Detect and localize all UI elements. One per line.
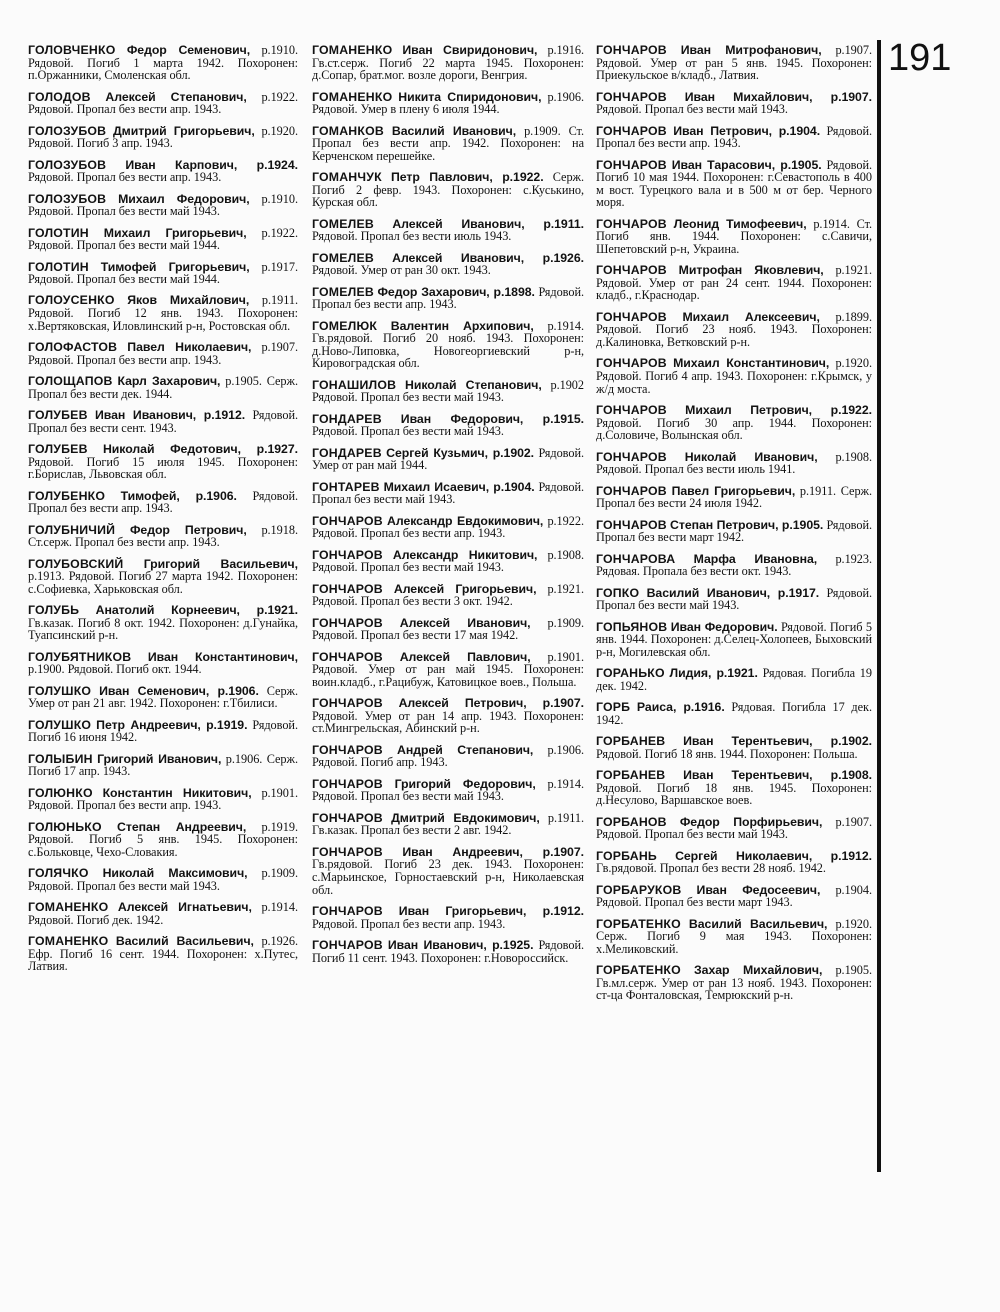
record-details: р.1900. Рядовой. Погиб окт. 1944. <box>28 662 202 677</box>
record-entry <box>28 193 298 218</box>
record-surname: ГОРБАТЕНКО <box>596 916 681 931</box>
record-surname: ГОЛОЩАПОВ <box>28 374 113 389</box>
record-given-name: Митрофан Яковлевич, <box>678 263 824 278</box>
record-surname: ГОПКО <box>596 585 640 600</box>
record-given-name: Александр Никитович, <box>392 547 538 562</box>
record-surname: ГОЛОДОВ <box>28 89 91 104</box>
record-details: р.1906. Серж. Погиб 17 апр. 1943. <box>28 751 298 779</box>
record-details: р.1917. Рядовой. Пропал без вести май 1944. <box>28 259 298 287</box>
record-given-name: Михаил Федорович, <box>118 191 250 206</box>
record-given-name: Михаил Петрович, р.1922. <box>685 403 872 418</box>
record-given-name: Никита Спиридонович, <box>398 89 542 104</box>
record-given-name: Константин Никитович, <box>102 785 252 800</box>
record-entry <box>312 939 584 964</box>
record-entry <box>312 91 584 116</box>
record-entry <box>596 621 872 659</box>
record-details: Рядовой. Пропал без вести апр. 1943. <box>28 488 298 516</box>
record-surname: ГОЛОФАСТОВ <box>28 340 118 355</box>
record-details: р.1923. Рядовая. Пропала без вести окт. 1943. <box>596 551 872 579</box>
record-surname: ГОЛУБЕВ <box>28 408 88 423</box>
record-given-name: Михаил Константинович, <box>673 356 830 371</box>
record-surname: ГОЛУБНИЧИЙ <box>28 522 116 537</box>
record-surname: ГОНЧАРОВ <box>596 89 667 104</box>
record-surname: ГОНЧАРОВ <box>312 696 383 711</box>
record-surname: ГОНДАРЕВ <box>312 411 382 426</box>
record-given-name: Петр Андреевич, р.1919. <box>96 717 248 732</box>
record-given-name: Федор Порфирьевич, <box>679 814 823 829</box>
record-entry <box>596 850 872 875</box>
record-details: Гв.рядовой. Погиб 23 дек. 1943. Похоронен: с.Марьинское, Горностаевский р-н, Николаевская обл. <box>312 857 584 897</box>
record-details: р.1909. Рядовой. Пропал без вести 17 мая 1942. <box>312 615 585 643</box>
record-details: р.1907. Рядовой. Умер от ран 5 янв. 1945. Похоронен: Приекульское в/кладб., Латвия. <box>596 43 872 83</box>
record-surname: ГОНЧАРОВ <box>312 581 383 596</box>
record-details: р.1926. Ефр. Погиб 16 сент. 1944. Похоронен: х.Путес, Латвия. <box>28 934 298 974</box>
record-given-name: Иван Терентьевич, р.1902. <box>683 734 872 749</box>
record-details: Рядовой. Пропал без вести май 1943. <box>596 102 788 117</box>
record-details: Рядовой. Погиб 15 июля 1945. Похоронен: г.Борислав, Львовская обл. <box>28 454 298 482</box>
record-entry <box>596 964 872 1002</box>
record-details: Рядовой. Погиб 10 мая 1944. Похоронен: г.Севастополь в 400 м вост. Турецкого вала и в 500 м от бер. Черного моря. <box>596 157 872 210</box>
record-surname: ГОЛОВЧЕНКО <box>28 43 116 57</box>
margin-rule <box>877 40 881 1172</box>
record-details: Рядовой. Пропал без вести июль 1943. <box>312 229 512 244</box>
record-surname: ГОЛОТИН <box>28 225 89 240</box>
record-given-name: Марфа Ивановна, <box>693 551 818 566</box>
record-entry <box>28 524 298 549</box>
record-details: р.1901. Рядовой. Пропал без вести апр. 1943. <box>28 785 298 813</box>
record-surname: ГОРБАНЕВ <box>596 768 666 783</box>
record-surname: ГОНДАРЕВ <box>312 445 382 460</box>
record-details: р.1921. Рядовой. Умер от ран 24 сент. 1944. Похоронен: кладб., г.Краснодар. <box>596 263 872 303</box>
record-surname: ГОНЧАРОВ <box>596 43 667 57</box>
record-surname: ГОЛЯЧКО <box>28 866 89 881</box>
record-given-name: Андрей Степанович, <box>397 742 534 757</box>
record-surname: ГОРБ <box>596 700 631 715</box>
record-entry <box>312 252 584 277</box>
record-entry <box>596 735 872 760</box>
record-surname: ГОНЧАРОВ <box>312 810 383 825</box>
record-entry <box>312 583 584 608</box>
record-details: Рядовой. Погиб 30 апр. 1944. Похоронен: д.Соловиче, Волынская обл. <box>596 415 872 443</box>
record-entry <box>28 44 298 82</box>
record-surname: ГОНЧАРОВА <box>596 551 676 566</box>
record-details: Рядовой. Пропал без вести май 1943. <box>596 585 872 613</box>
record-surname: ГОНЧАРОВ <box>596 403 667 418</box>
record-given-name: Алексей Игнатьевич, <box>117 900 252 915</box>
record-given-name: Петр Павлович, р.1922. <box>390 170 544 185</box>
record-surname: ГОНЧАРОВ <box>312 615 383 630</box>
record-entry <box>312 812 584 837</box>
record-surname: ГОНЧАРОВ <box>312 776 383 791</box>
record-entry <box>312 286 584 311</box>
record-surname: ГОЛОУСЕНКО <box>28 293 115 308</box>
record-given-name: Иван Семенович, р.1906. <box>99 683 259 698</box>
record-given-name: Леонид Тимофеевич, <box>673 216 807 231</box>
column-2 <box>312 44 584 973</box>
record-entry <box>28 651 298 676</box>
record-surname: ГОЛУШКО <box>28 717 92 732</box>
record-details: р.1906. Рядовой. Умер в плену 6 июля 1944. <box>312 89 584 117</box>
record-details: р.1908. Рядовой. Пропал без вести май 1943. <box>312 547 584 575</box>
record-details: р.1904. Рядовой. Пропал без вести март 1943. <box>596 882 872 910</box>
record-details: р.1921. Рядовой. Пропал без вести 3 окт. 1942. <box>312 581 584 609</box>
record-given-name: Иван Иванович, р.1912. <box>94 408 246 423</box>
record-entry <box>28 558 298 596</box>
record-given-name: Иван Федосеевич, <box>696 882 821 897</box>
record-details: р.1913. Рядовой. Погиб 27 марта 1942. Похоронен: с.Софиевка, Харьковская обл. <box>28 569 298 596</box>
record-details: Рядовой. Пропал без вести март 1942. <box>596 517 872 545</box>
record-details: Гв.казак. Погиб 8 окт. 1942. Похоронен: д.Гунайка, Туапсинский р-н. <box>28 615 298 643</box>
record-given-name: Иван Тарасович, р.1905. <box>671 157 822 172</box>
record-given-name: Иван Григорьевич, р.1912. <box>398 904 584 918</box>
record-given-name: Лидия, р.1921. <box>669 666 758 681</box>
record-surname: ГОНЧАРОВ <box>596 356 667 371</box>
record-given-name: Иван Иванович, р.1925. <box>387 937 534 952</box>
record-entry <box>312 617 584 642</box>
record-details: Рядовая. Погибла 19 дек. 1942. <box>596 666 873 693</box>
record-details: р.1922. Рядовой. Пропал без вести май 1944. <box>28 225 298 253</box>
record-given-name: Степан Петрович, р.1905. <box>670 517 824 532</box>
record-given-name: Василий Иванович, р.1917. <box>646 585 820 600</box>
record-entry <box>596 884 872 909</box>
record-given-name: Иван Андреевич, р.1907. <box>402 844 584 859</box>
record-entry <box>596 553 872 578</box>
record-entry <box>28 719 298 744</box>
record-given-name: Дмитрий Григорьевич, <box>112 123 255 138</box>
record-surname: ГОЛУБЕВ <box>28 442 88 457</box>
record-entry <box>596 404 872 442</box>
record-entry <box>596 769 872 807</box>
record-entry <box>596 125 872 150</box>
record-entry <box>28 409 298 434</box>
record-entry <box>596 667 872 692</box>
record-details: Серж. Погиб 2 февр. 1943. Похоронен: с.Куськино, Курская обл. <box>312 170 585 210</box>
record-given-name: Иван Федорович, р.1915. <box>400 411 584 426</box>
record-surname: ГОМАНЕНКО <box>312 89 393 104</box>
record-details: Рядовой. Пропал без вести апр. 1943. <box>28 170 222 185</box>
record-surname: ГОНЧАРОВ <box>312 547 383 562</box>
record-surname: ГОРАНЬКО <box>596 666 665 681</box>
record-surname: ГОЛОЗУБОВ <box>28 123 107 138</box>
record-details: Рядовой. Погиб 16 июня 1942. <box>28 717 298 745</box>
record-given-name: Захар Михайлович, <box>694 963 823 978</box>
record-details: р.1907. Рядовой. Пропал без вести апр. 1943. <box>28 340 298 367</box>
record-entry <box>28 935 298 973</box>
record-surname: ГОНЧАРОВ <box>596 517 667 532</box>
record-entry <box>28 125 298 150</box>
record-details: р.1911. Гв.казак. Пропал без вести 2 авг. 1942. <box>312 810 584 838</box>
record-entry <box>596 519 872 544</box>
record-entry <box>312 846 584 896</box>
record-details: Рядовой. Умер от ран май 1944. <box>312 445 584 473</box>
record-surname: ГОНЧАРОВ <box>596 216 667 231</box>
record-entry <box>28 604 298 642</box>
record-details: р.1914. Рядовой. Пропал без вести май 1943. <box>312 776 584 804</box>
record-details: р.1911. Рядовой. Погиб 12 янв. 1943. Похоронен: х.Вертяковская, Иловлинский р-н, Ростовская обл. <box>28 293 298 333</box>
record-details: р.1905. Серж. Пропал без вести дек. 1944. <box>28 374 298 401</box>
record-entry <box>28 753 298 778</box>
record-entry <box>596 91 872 116</box>
record-given-name: Алексей Григорьевич, <box>393 581 537 596</box>
record-surname: ГОМЕЛЕВ <box>312 250 374 265</box>
column-3 <box>596 44 872 1011</box>
record-entry <box>312 549 584 574</box>
record-entry <box>596 311 872 349</box>
record-details: р.1909. Рядовой. Пропал без вести май 1943. <box>28 866 298 893</box>
record-details: р.1901. Рядовой. Умер от ран май 1945. Похоронен: воин.кладб., г.Рацибуж, Катовицкое воев., Польша. <box>312 649 584 689</box>
record-surname: ГОЛУБОВСКИЙ <box>28 556 124 571</box>
record-given-name: Иван Федорович. <box>670 619 778 634</box>
record-given-name: Валентин Архипович, <box>390 318 534 333</box>
record-entry <box>312 447 584 472</box>
record-given-name: Иван Митрофанович, <box>680 43 822 57</box>
record-entry <box>28 443 298 481</box>
record-entry <box>596 816 872 841</box>
record-entry <box>312 218 584 243</box>
record-surname: ГОНЧАРОВ <box>596 157 667 172</box>
record-surname: ГОЛЫБИН <box>28 751 93 766</box>
record-given-name: Николай Федотович, р.1927. <box>102 442 298 457</box>
record-entry <box>28 159 298 184</box>
record-entry <box>28 787 298 812</box>
record-entry <box>596 587 872 612</box>
record-given-name: Алексей Иванович, р.1911. <box>392 216 584 231</box>
record-surname: ГОМЕЛЮК <box>312 318 378 333</box>
record-given-name: Алексей Степанович, <box>105 89 247 104</box>
record-details: р.1914. Ст. Погиб янв. 1944. Похоронен: с.Савичи, Шепетовский р-н, Украина. <box>596 216 873 256</box>
record-entry <box>28 375 298 400</box>
record-surname: ГОНАШИЛОВ <box>312 377 397 392</box>
record-details: р.1918. Ст.серж. Пропал без вести апр. 1943. <box>28 522 298 550</box>
record-surname: ГОМЕЛЕВ <box>312 284 374 299</box>
record-given-name: Михаил Исаевич, р.1904. <box>383 479 535 494</box>
record-details: Рядовой. Погиб 18 янв. 1944. Похоронен: Польша. <box>596 746 858 761</box>
record-details: Рядовой. Погиб 5 янв. 1944. Похоронен: д.Селец-Холопеев, Быховский р-н, Могилевская обл. <box>596 619 872 659</box>
record-surname: ГОМЕЛЕВ <box>312 216 374 231</box>
record-surname: ГОНЧАРОВ <box>596 263 667 278</box>
record-surname: ГОНЧАРОВ <box>312 937 383 952</box>
record-details: Рядовой. Пропал без вести апр. 1943. <box>596 123 872 151</box>
record-given-name: Тимофей Григорьевич, <box>100 259 250 274</box>
record-entry <box>596 44 872 82</box>
record-surname: ГОРБАНЕВ <box>596 734 666 749</box>
record-given-name: Михаил Григорьевич, <box>103 225 247 240</box>
record-surname: ГОНЧАРОВ <box>312 649 383 664</box>
record-entry <box>28 867 298 892</box>
record-given-name: Иван Петрович, р.1904. <box>673 123 821 138</box>
record-given-name: Анатолий Корнеевич, р.1921. <box>95 603 298 618</box>
record-entry <box>28 341 298 366</box>
record-entry <box>312 744 584 769</box>
record-surname: ГОНЧАРОВ <box>596 483 667 498</box>
record-given-name: Николай Иванович, <box>684 449 818 464</box>
record-details: р.1905. Гв.мл.серж. Умер от ран 13 нояб. 1943. Похоронен: ст-ца Фонталовская, Темрюкский р-н. <box>596 963 872 1003</box>
record-surname: ГОНТАРЕВ <box>312 479 380 494</box>
column-1 <box>28 44 298 982</box>
record-entry <box>312 379 584 404</box>
record-entry <box>596 218 872 256</box>
record-given-name: Сергей Кузьмич, р.1902. <box>386 445 535 460</box>
record-details: Рядовой. Пропал без вести сент. 1943. <box>28 408 298 435</box>
record-details: р.1919. Рядовой. Погиб 5 янв. 1945. Похоронен: с.Больковце, Чехо-Словакия. <box>28 819 298 859</box>
record-details: Гв.рядовой. Пропал без вести 28 нояб. 1942. <box>596 861 826 876</box>
record-entry <box>312 905 584 930</box>
record-given-name: Иван Константинович, <box>147 649 299 664</box>
record-given-name: Яков Михайлович, <box>127 293 250 308</box>
record-given-name: Николай Максимович, <box>102 866 248 881</box>
record-surname: ГОЛУШКО <box>28 683 92 698</box>
record-entry <box>596 264 872 302</box>
record-given-name: Алексей Иванович, <box>399 615 531 630</box>
record-given-name: Алексей Иванович, р.1926. <box>392 250 584 265</box>
record-given-name: Сергей Николаевич, р.1912. <box>675 848 872 863</box>
record-surname: ГОЛУБЬ <box>28 603 80 618</box>
record-details: Рядовая. Погибла 17 дек. 1942. <box>596 700 872 727</box>
record-given-name: Павел Григорьевич, <box>671 483 796 498</box>
record-entry <box>596 357 872 395</box>
record-entry <box>28 261 298 286</box>
record-surname: ГОЛОЗУБОВ <box>28 157 107 172</box>
record-entry <box>28 227 298 252</box>
record-surname: ГОНЧАРОВ <box>312 904 383 918</box>
record-surname: ГОЛОЗУБОВ <box>28 191 107 206</box>
record-entry <box>28 685 298 710</box>
record-details: Рядовой. Пропал без вести май 1943. <box>312 479 584 507</box>
record-entry <box>312 651 584 689</box>
record-entry <box>596 701 872 726</box>
record-surname: ГОРБАНЬ <box>596 848 657 863</box>
record-details: р.1920. Рядовой. Погиб 4 апр. 1943. Похоронен: г.Крымск, у ж/д моста. <box>596 356 872 396</box>
record-details: р.1911. Серж. Пропал без вести 24 июля 1942. <box>596 483 873 511</box>
record-given-name: Григорий Иванович, <box>97 751 222 766</box>
record-given-name: Григорий Васильевич, <box>143 556 298 571</box>
record-entry <box>312 481 584 506</box>
record-surname: ГОРБАТЕНКО <box>596 963 681 978</box>
record-given-name: Василий Васильевич, <box>688 916 828 931</box>
record-details: р.1920. Серж. Погиб 9 мая 1943. Похоронен: х.Меликовский. <box>596 916 872 956</box>
record-given-name: Федор Петрович, <box>129 522 247 537</box>
record-entry <box>312 515 584 540</box>
record-details: Рядовой. Пропал без вести апр. 1943. <box>312 916 506 931</box>
record-entry <box>28 901 298 926</box>
record-surname: ГОНЧАРОВ <box>596 449 667 464</box>
record-details: Рядовой. Умер от ран 14 апр. 1943. Похоронен: ст.Мингрельская, Абинский р-н. <box>312 708 584 736</box>
record-surname: ГОМАНКОВ <box>312 123 384 138</box>
record-entry <box>312 125 584 163</box>
record-details: р.1914. Гв.рядовой. Погиб 20 нояб. 1943. Похоронен: д.Ново-Липовка, Новогеоргиевский р-н, Кировоградская обл. <box>312 318 584 371</box>
record-surname: ГОНЧАРОВ <box>312 844 383 859</box>
record-given-name: Иван Свиридонович, <box>402 43 538 57</box>
record-details: Рядовой. Пропал без вести май 1943. <box>312 424 504 439</box>
record-entry <box>596 485 872 510</box>
record-given-name: Раиса, р.1916. <box>636 700 725 715</box>
record-details: Рядовой. Умер от ран 30 окт. 1943. <box>312 263 491 278</box>
record-given-name: Василий Иванович, <box>391 123 517 138</box>
record-entry <box>28 294 298 332</box>
record-details: р.1910. Рядовой. Пропал без вести май 1943. <box>28 191 298 219</box>
record-entry <box>312 413 584 438</box>
record-given-name: Тимофей, р.1906. <box>120 488 237 503</box>
record-entry <box>28 91 298 116</box>
record-entry <box>596 918 872 956</box>
record-entry <box>312 778 584 803</box>
record-entry <box>28 490 298 515</box>
record-given-name: Иван Михайлович, р.1907. <box>684 89 872 104</box>
record-entry <box>28 821 298 859</box>
record-surname: ГОЛОТИН <box>28 259 89 274</box>
record-entry <box>312 320 584 370</box>
record-surname: ГОНЧАРОВ <box>596 123 667 138</box>
record-details: р.1902 Рядовой. Пропал без вести май 1943. <box>312 377 584 405</box>
record-surname: ГОЛЮНЬКО <box>28 819 102 834</box>
record-surname: ГОМАНЕНКО <box>28 934 109 949</box>
record-details: Рядовой. Погиб 18 янв. 1945. Похоронен: д.Несулово, Варшавское воев. <box>596 780 872 808</box>
record-surname: ГОПЬЯНОВ <box>596 619 668 634</box>
record-surname: ГОЛУБЕНКО <box>28 488 106 503</box>
record-surname: ГОЛУБЯТНИКОВ <box>28 649 132 664</box>
record-surname: ГОНЧАРОВ <box>312 513 383 528</box>
record-details: р.1907. Рядовой. Пропал без вести май 1943. <box>596 814 873 842</box>
record-given-name: Александр Евдокимович, <box>387 513 544 528</box>
record-details: р.1908. Рядовой. Пропал без вести июль 1941. <box>596 449 872 477</box>
record-entry <box>596 451 872 476</box>
record-details: р.1899. Рядовой. Погиб 23 нояб. 1943. Похоронен: д.Калиновка, Ветковский р-н. <box>596 309 872 350</box>
record-surname: ГОМАНЕНКО <box>312 43 393 57</box>
record-given-name: Федор Семенович, <box>126 43 251 57</box>
record-given-name: Алексей Павлович, <box>399 649 531 664</box>
record-surname: ГОНЧАРОВ <box>312 742 383 757</box>
record-details: р.1909. Ст. Пропал без вести апр. 1942. Похоронен: на Керченском перешейке. <box>312 123 584 163</box>
record-entry <box>312 44 584 82</box>
record-given-name: Николай Степанович, <box>405 377 542 392</box>
record-given-name: Григорий Федорович, <box>394 776 536 791</box>
record-details: Серж. Умер от ран 21 авг. 1942. Похоронен: г.Тбилиси. <box>28 683 299 711</box>
record-given-name: Федор Захарович, р.1898. <box>377 284 535 299</box>
record-entry <box>596 159 872 209</box>
record-given-name: Иван Терентьевич, р.1908. <box>683 768 872 783</box>
record-given-name: Степан Андреевич, <box>117 819 247 834</box>
record-given-name: Иван Карпович, р.1924. <box>125 157 298 172</box>
record-surname: ГОНЧАРОВ <box>596 309 667 324</box>
record-surname: ГОРБАНОВ <box>596 814 667 829</box>
record-given-name: Михаил Алексеевич, <box>682 309 820 324</box>
record-given-name: Алексей Петрович, р.1907. <box>398 696 584 711</box>
record-given-name: Павел Николаевич, <box>127 340 252 355</box>
record-details: р.1922. Рядовой. Пропал без вести апр. 1943. <box>28 89 298 117</box>
record-surname: ГОМАНЕНКО <box>28 900 109 915</box>
record-given-name: Дмитрий Евдокимович, <box>391 810 540 825</box>
record-surname: ГОРБАРУКОВ <box>596 882 682 897</box>
page-number: 191 <box>888 37 952 79</box>
record-details: р.1906. Рядовой. Погиб апр. 1943. <box>312 742 584 770</box>
record-details: р.1910. Рядовой. Погиб 1 марта 1942. Похоронен: п.Оржанники, Смоленская обл. <box>28 43 298 83</box>
record-details: р.1922. Рядовой. Пропал без вести апр. 1943. <box>312 513 584 541</box>
record-given-name: Карл Захарович, <box>117 374 221 389</box>
record-details: р.1916. Гв.ст.серж. Погиб 22 марта 1945. Похоронен: д.Сопар, брат.мог. возле дороги, Венгрия. <box>312 43 584 83</box>
record-details: р.1920. Рядовой. Погиб 3 апр. 1943. <box>28 123 298 151</box>
record-entry <box>312 171 584 209</box>
record-details: Рядовой. Пропал без вести апр. 1943. <box>312 284 584 312</box>
record-details: Рядовой. Погиб 11 сент. 1943. Похоронен: г.Новороссийск. <box>312 937 584 965</box>
record-details: р.1914. Рядовой. Погиб дек. 1942. <box>28 900 298 927</box>
record-entry <box>312 697 584 735</box>
record-surname: ГОМАНЧУК <box>312 170 382 185</box>
record-surname: ГОЛЮНКО <box>28 785 93 800</box>
record-given-name: Василий Васильевич, <box>115 934 254 949</box>
